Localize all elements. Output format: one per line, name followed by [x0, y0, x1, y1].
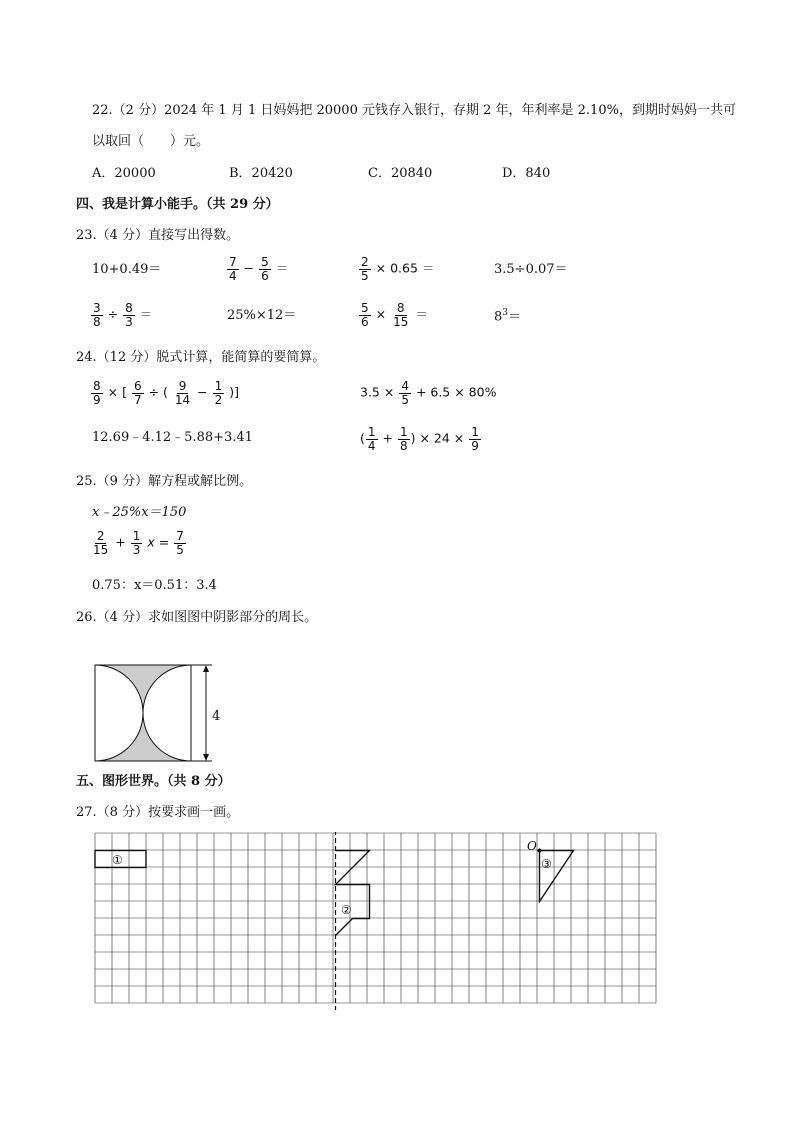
q25-title: 25.（9 分）解方程或解比例。 [76, 474, 253, 489]
q24-expr-2: 3.5 × $\frac{4}{5}$ + 6.5 × 80% [360, 379, 497, 407]
q23-expr-5: $\frac{3}{8}$ ÷ $\frac{8}{3}$ ＝ [93, 301, 153, 329]
shape-3-label: ③ [541, 857, 552, 871]
q25-expr-3: 0.75：x＝0.51：3.4 [92, 578, 217, 593]
q23-title: 23.（4 分）直接写出得数。 [76, 228, 240, 243]
point-o-label: O [527, 839, 537, 853]
q22-option-c[interactable]: C．20840 [368, 166, 433, 181]
q22-option-b[interactable]: B．20420 [229, 166, 293, 181]
q26-title: 26.（4 分）求如图图中阴影部分的周长。 [76, 610, 318, 625]
shape-2-label: ② [341, 903, 352, 917]
q23-expr-3: $\frac{2}{5}$ × 0.65 ＝ [361, 255, 435, 283]
q23-expr-7: $\frac{5}{6}$ × $\frac{8}{15}$ ＝ [361, 301, 428, 329]
q27-grid-figure [94, 832, 666, 1012]
q25-expr-2: $\frac{2}{15}$ + $\frac{1}{3}$ x = $\frac{7}{5}$ [93, 529, 184, 557]
section-4-heading: 四、我是计算小能手。（共 29 分） [76, 197, 279, 212]
q26-figure [90, 660, 230, 770]
grid-lines [95, 833, 656, 1003]
q22-option-a[interactable]: A．20000 [92, 166, 156, 181]
q23-expr-8: $8^3=$ [494, 308, 522, 325]
q27-title: 27.（8 分）按要求画一画。 [76, 805, 240, 820]
q22-line2: 以取回（ ）元。 [92, 134, 210, 149]
q24-title: 24.（12 分）脱式计算，能简算的要简算。 [76, 350, 326, 365]
q23-expr-4: 3.5÷0.07＝ [494, 262, 568, 277]
q23-expr-6: 25%×12＝ [227, 308, 297, 323]
section-5-heading: 五、图形世界。（共 8 分） [76, 774, 231, 789]
q23-expr-2: $\frac{7}{4}$ − $\frac{5}{6}$ ＝ [229, 255, 289, 283]
q23-expr-1: 10+0.49＝ [92, 262, 162, 277]
q25-expr-1: x﹣25%x＝150 [92, 505, 187, 520]
shape-1-label: ① [112, 853, 123, 867]
q24-expr-3: 12.69﹣4.12﹣5.88+3.41 [92, 430, 253, 445]
q22-option-d[interactable]: D．840 [502, 166, 551, 181]
q26-dimension-label: 4 [212, 709, 221, 724]
q24-expr-4: ( $\frac{1}{4}$ + $\frac{1}{8}$ ) × 24 × $\frac{1}{9}$ [360, 425, 479, 453]
shape-2 [336, 851, 370, 936]
q24-expr-1: $\frac{8}{9}$ × [ $\frac{6}{7}$ ÷ ( $\frac{9}{14}$ − $\frac{1}{2}$ )] [93, 379, 239, 407]
point-o [538, 849, 542, 853]
q22-line1: 22.（2 分）2024 年 1 月 1 日妈妈把 20000 元钱存入银行，存期 2 年，年利率是 2.10%，到期时妈妈一共可 [92, 103, 736, 118]
